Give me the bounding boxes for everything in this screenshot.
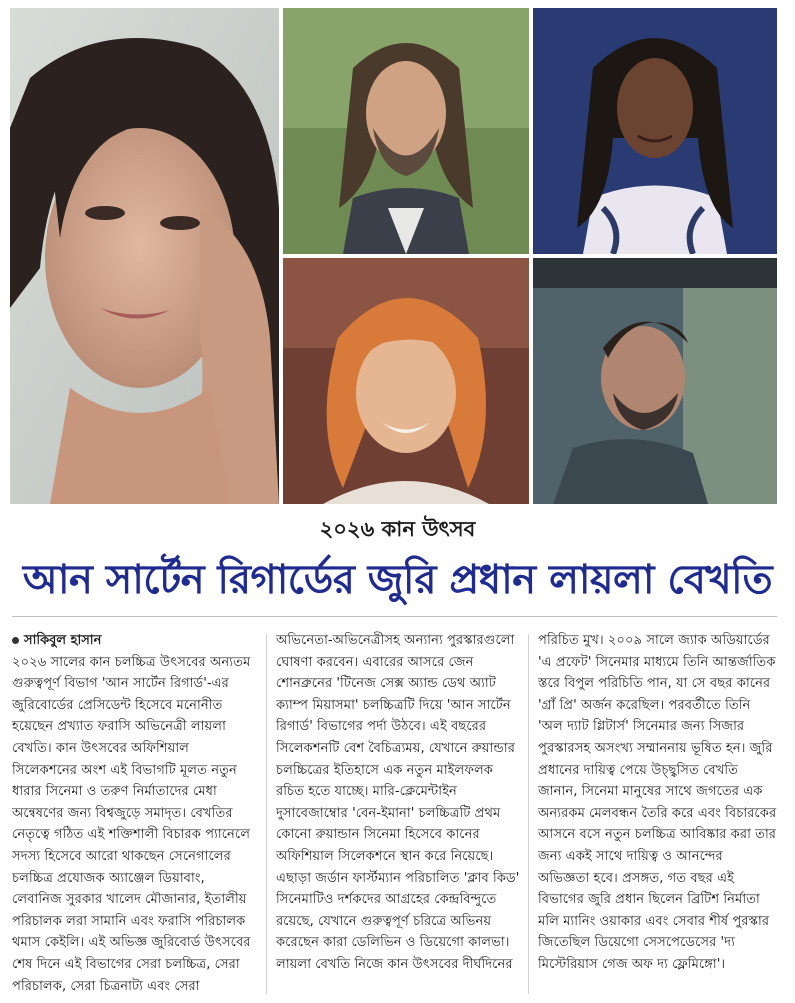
column-text: অভিনেতা-অভিনেত্রীসহ অন্যান্য পুরস্কারগুলো ঘোষণা করবেন। এবারের আসরে জেন শোনব্রুনের 'টিনেজ সেক্স অ্যান্ড ডেথ অ্যাট ক্যাম্প মিয়াসমা' চলচ্চিত্রটি দিয়ে 'আন সার্টেন রিগার্ড' বিভাগের পর্দা উঠবে। এই বছরের সিলেকশনটি বেশ বৈচিত্র্যময়, যেখানে রুয়ান্ডার চলচ্চিত্রের ইতিহাসে এক নতুন মাইলফলক রচিত হতে যাচ্ছে। মারি-ক্লেমেন্টাইন দুসাবেজাম্বোর 'বেন-ইমানা' চলচ্চিত্রটি প্রথম কোনো রুয়ান্ডান সিনেমা হিসেবে কানের অফিশিয়াল সিলেকশনে স্থান করে নিয়েছে। এছাড়া জর্ডান ফার্স্টম্যান পরিচালিত 'ক্লাব কিড' সিনেমাটিও দর্শকদের আগ্রহের কেন্দ্রবিন্দুতে রয়েছে, যেখানে গুরুত্বপূর্ণ চরিত্রে অভিনয় করেছেন কারা ডেলিভিন ও ডিয়েগো কালভা। লায়লা বেখতি নিজে কান উৎসবের দীর্ঘদিনের: [276, 633, 520, 972]
portrait-photo-woman-red-hair: [283, 258, 529, 504]
column-text: পরিচিত মুখ। ২০০৯ সালে জ্যাক অডিয়ার্ডের 'এ প্রফেট' সিনেমার মাধ্যমে তিনি আন্তর্জাতিক স্তরে বিপুল পরিচিতি পান, যা সে বছর কানের 'গ্রাঁ প্রি' অর্জন করেছিল। পরবর্তীতে তিনি 'অল দ্যাট গ্লিটার্স' সিনেমার জন্য সিজার পুরস্কারসহ অসংখ্য সম্মাননায় ভূষিত হন। জুরি প্রধানের দায়িত্ব পেয়ে উচ্ছ্বসিত বেখতি জানান, সিনেমা মানুষের সাথে জগতের এক অন্যরকম মেলবন্ধন তৈরি করে এবং বিচারকের আসনে বসে নতুন চলচ্চিত্র আবিষ্কার করা তার জন্য একই সাথে দায়িত্ব ও আনন্দের অভিজ্ঞতা হবে। প্রসঙ্গত, গত বছর এই বিভাগের জুরি প্রধান ছিলেন ব্রিটিশ নির্মাতা মলি ম্যানিং ওয়াকার এবং সেবার শীর্ষ পুরস্কার জিতেছিল ডিয়েগো সেসপেডেসের 'দ্য মিস্টেরিয়াস গেজ অফ দ্য ফ্লেমিঙ্গো'।: [538, 633, 777, 972]
portrait-photo-man-long-hair: [283, 8, 529, 254]
portrait-photo-main: [10, 8, 279, 504]
headline: আন সার্টেন রিগার্ডের জুরি প্রধান লায়লা বেখতি: [22, 557, 773, 603]
kicker-label: ২০২৬ কান উৎসব: [319, 517, 476, 541]
byline: [12, 630, 258, 652]
column-divider: [266, 634, 267, 994]
portrait-photo-woman-braids: [533, 8, 777, 254]
bullet-icon: [12, 637, 19, 644]
column-divider: [528, 634, 529, 994]
article-column-1: [12, 630, 258, 1000]
article-column-3: [538, 630, 778, 1000]
portrait-photo-man-in-car: [533, 258, 777, 504]
author-name: সাকিবুল হাসান: [24, 633, 102, 648]
divider: [12, 616, 777, 617]
article-column-2: [276, 630, 520, 1000]
photo-collage: [10, 8, 777, 504]
column-text: ২০২৬ সালের কান চলচ্চিত্র উৎসবের অন্যতম গুরুত্বপূর্ণ বিভাগ 'আন সার্টেন রিগার্ড'-এর জুরিবোর্ডের প্রেসিডেন্ট হিসেবে মনোনীত হয়েছেন প্রখ্যাত ফরাসি অভিনেত্রী লায়লা বেখতি। কান উৎসবের অফিশিয়াল সিলেকশনের অংশ এই বিভাগটি মূলত নতুন ধারার সিনেমা ও তরুণ নির্মাতাদের মেধা অন্বেষণের জন্য বিশ্বজুড়ে সমাদৃত। বেখতির নেতৃত্বে গঠিত এই শক্তিশালী বিচারক প্যানেলে সদস্য হিসেবে আরো থাকছেন সেনেগালের চলচ্চিত্র প্রযোজক অ্যাঞ্জেল ডিয়াবাং, লেবানিজ সুরকার খালেদ মৌজানার, ইতালীয় পরিচালক লরা সামানি এবং ফরাসি পরিচালক থমাস কেইলি। এই অভিজ্ঞ জুরিবোর্ড উৎসবের শেষ দিনে এই বিভাগের সেরা চলচ্চিত্র, সেরা পরিচালক, সেরা চিত্রনাট্য এবং সেরা: [12, 654, 251, 994]
